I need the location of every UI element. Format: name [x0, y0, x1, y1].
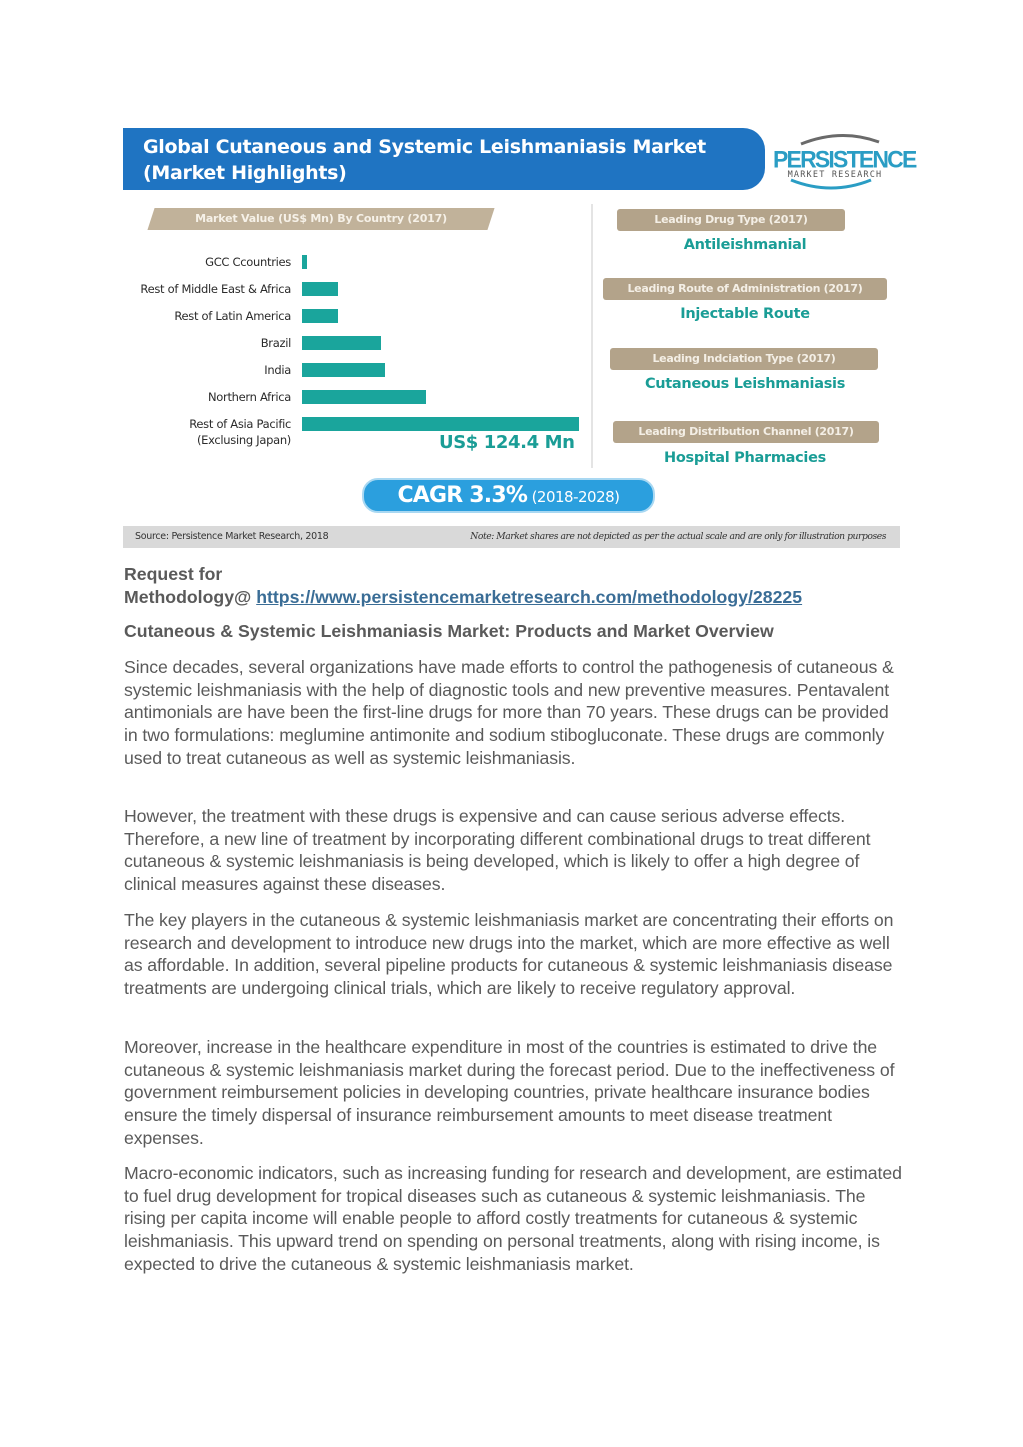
infographic-subtitle: (Market Highlights) [143, 162, 347, 184]
section-heading: Cutaneous & Systemic Leishmaniasis Market: Products and Market Overview [124, 621, 774, 641]
chart-title: Market Value (US$ Mn) By Country (2017) [195, 212, 447, 225]
highlight-label-distribution: Leading Distribution Channel (2017) [613, 421, 879, 443]
bar-1 [302, 282, 338, 296]
bar-data-label: US$ 124.4 Mn [439, 432, 575, 453]
bar-6 [302, 417, 579, 431]
request-label-line2: Methodology@ [124, 586, 257, 607]
category-label: Brazil [260, 336, 291, 350]
section-divider [591, 204, 593, 468]
highlight-label-drug-type: Leading Drug Type (2017) [617, 209, 845, 231]
paragraph: Since decades, several organizations have made efforts to control the pathogenesis of cutaneous & systemic leishmaniasis with the help of diagnostic tools and new preventive measures. Pentavalent antimonials are have been the first-line drugs for more than 70 years. These drugs can be provided in two formulations: meglumine antimonite and sodium stibogluconate. These drugs are commonly used to treat cutaneous as well as systemic leishmaniasis. [124, 657, 894, 768]
persistence-logo [771, 130, 916, 192]
infographic-footer [123, 526, 900, 548]
request-label-line1: Request for [124, 564, 223, 584]
category-label: GCC Ccountries [205, 255, 291, 269]
market-infographic [123, 128, 916, 548]
methodology-link[interactable]: https://www.persistencemarketresearch.com/methodology/28225 [256, 586, 803, 607]
highlight-value-indication: Cutaneous Leishmaniasis [644, 376, 846, 392]
highlight-value-route: Injectable Route [680, 306, 810, 322]
cagr-period: (2018-2028) [531, 488, 620, 506]
cagr-badge [362, 478, 655, 513]
paragraph: The key players in the cutaneous & systemic leishmaniasis market are concentrating their efforts on research and development to introduce new drugs into the market, which are more effective as well as affordable. In addition, several pipeline products for cutaneous & systemic leishmaniasis disease treatments are undergoing clinical trials, which are likely to receive regulatory approval. [124, 910, 894, 999]
bar-2 [302, 309, 338, 323]
category-label: India [264, 363, 291, 377]
bar-4 [302, 363, 385, 377]
paragraph: Moreover, increase in the healthcare expenditure in most of the countries is estimated to drive the cutaneous & systemic leishmaniasis market during the forecast period. Due to the ineffectiveness of government reimbursement policies in developing countries, private healthcare insurance bodies ensure the timely dispersal of insurance reimbursement amounts to meet disease treatment expenses. [124, 1037, 895, 1148]
disclaimer-note: Note: Market shares are not depicted as per the actual scale and are only for illustration purposes [470, 531, 886, 542]
highlight-value-drug-type: Antileishmanial [683, 237, 807, 253]
paragraph: However, the treatment with these drugs is expensive and can cause serious adverse effects. Therefore, a new line of treatment by incorporating different combinational drugs to treat different cutaneous & systemic leishmaniasis is being developed, which is likely to offer a high degree of clinical measures against these diseases. [124, 806, 871, 895]
infographic-title: Global Cutaneous and Systemic Leishmaniasis Market [143, 136, 706, 158]
methodology-request [124, 563, 904, 608]
category-label: Northern Africa [207, 390, 291, 404]
logo-subtitle: MARKET RESEARCH [787, 170, 883, 180]
highlight-value-distribution: Hospital Pharmacies [664, 450, 826, 466]
category-label: Rest of Middle East & Africa [140, 282, 291, 296]
bar-0 [302, 255, 307, 269]
infographic-header [123, 128, 765, 190]
source-note: Source: Persistence Market Research, 2018 [135, 531, 329, 542]
highlight-label-indication: Leading Indciation Type (2017) [610, 348, 878, 370]
category-label: Rest of Asia Pacific (Exclusing Japan) [189, 417, 291, 447]
logo-brand: PERSISTENCE [773, 145, 916, 173]
chart-title-banner [147, 208, 494, 230]
paragraph: Macro-economic indicators, such as increasing funding for research and development, are estimated to fuel drug development for tropical diseases such as cutaneous & systemic leishmaniasis. The rising per capita income will enable people to afford costly treatments for cutaneous & systemic leishmaniasis. This upward trend on spending on personal treatments, along with rising income, is expected to drive the cutaneous & systemic leishmaniasis market. [124, 1163, 902, 1274]
cagr-value: CAGR 3.3% [397, 483, 528, 508]
highlight-label-route: Leading Route of Administration (2017) [603, 278, 887, 300]
bar-5 [302, 390, 426, 404]
category-label: Rest of Latin America [174, 309, 291, 323]
bar-3 [302, 336, 381, 350]
